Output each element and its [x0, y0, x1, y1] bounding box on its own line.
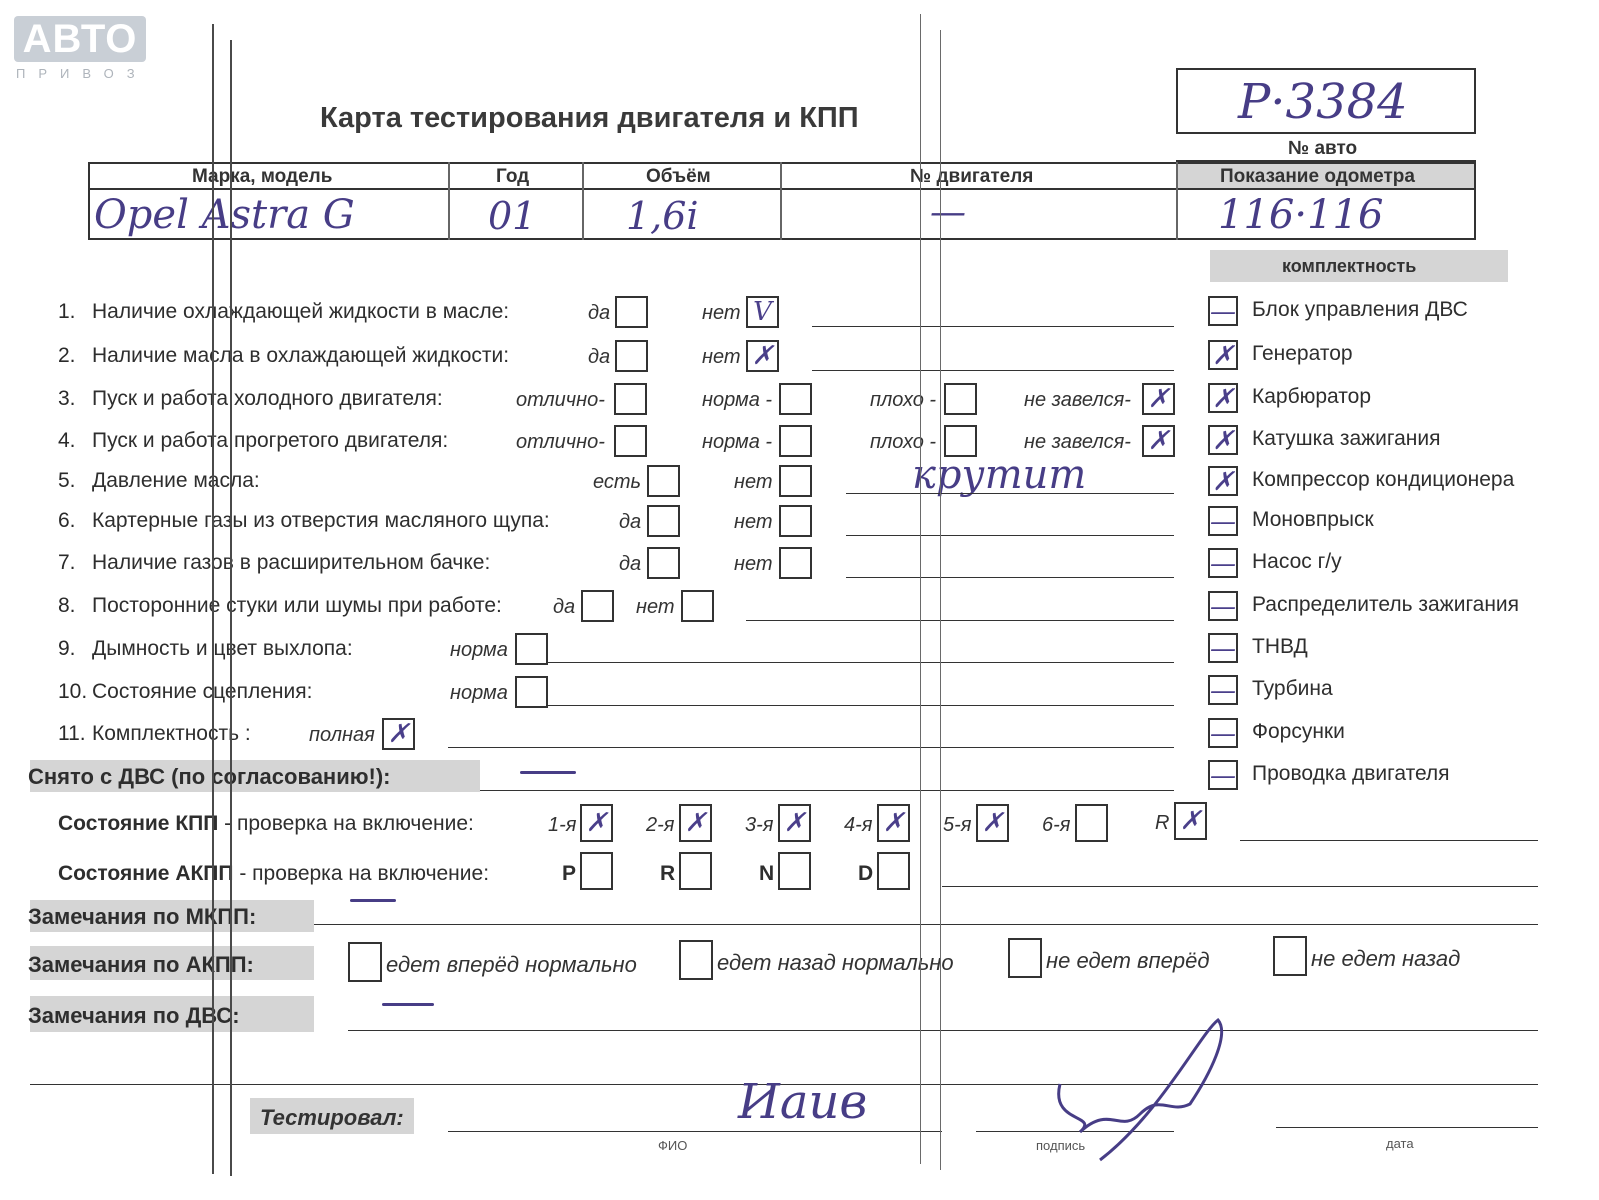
akpp-remark-box[interactable]	[679, 940, 713, 980]
kit-item[interactable]	[1208, 506, 1238, 536]
check-mark: ✗	[387, 719, 410, 749]
kit-item-label: Распределитель зажигания	[1252, 593, 1520, 616]
akpp-mode-label: N	[759, 862, 775, 885]
col-model: Марка, модель	[192, 166, 333, 187]
opt-label: да	[588, 302, 611, 324]
check-box[interactable]	[515, 633, 548, 665]
tested-label: Тестировал:	[260, 1105, 404, 1130]
akpp-mode-box[interactable]	[580, 852, 613, 890]
kit-mark: ✗	[1212, 341, 1234, 371]
opt-label: норма -	[702, 389, 773, 411]
row-number: 8.	[58, 594, 76, 617]
kit-item-label: ТНВД	[1252, 635, 1308, 658]
akpp-label: Состояние АКПП - проверка на включение:	[58, 862, 490, 885]
check-label: Комплектность :	[92, 722, 251, 745]
opt-label: отлично-	[516, 389, 605, 411]
akpp-remark-box[interactable]	[1008, 938, 1042, 978]
kit-mark: ✗	[1212, 384, 1234, 414]
check-box[interactable]	[515, 676, 548, 708]
check-label: Наличие охлаждающей жидкости в масле:	[92, 300, 510, 323]
opt-label: норма -	[702, 431, 773, 453]
dvs-label: Замечания по ДВС:	[28, 1003, 240, 1028]
check-label: Посторонние стуки или шумы при работе:	[92, 594, 502, 617]
kit-item[interactable]	[1208, 466, 1238, 496]
opt-label: плохо -	[870, 431, 937, 453]
auto-number-label: № авто	[1288, 138, 1358, 159]
akpp-mode-box[interactable]	[877, 852, 910, 890]
kit-item[interactable]	[1208, 675, 1238, 705]
volume-value: 1,6i	[626, 194, 699, 238]
opt-label: да	[619, 553, 642, 575]
akpp-mode-box[interactable]	[679, 852, 712, 890]
kit-mark: —	[1210, 719, 1236, 749]
gear-mark: ✗	[585, 808, 608, 838]
opt-label: нет	[734, 471, 773, 493]
check-box[interactable]	[615, 296, 648, 328]
check-box[interactable]	[746, 340, 779, 372]
akpp-remark-label: едет назад нормально	[717, 950, 954, 975]
akpp-remark-label: едет вперёд нормально	[386, 952, 637, 977]
akpp-remark-label: не едет назад	[1311, 946, 1461, 971]
oil-pressure-note: крутит	[912, 452, 1087, 498]
col-engine-no: № двигателя	[910, 166, 1034, 187]
kit-mark: —	[1210, 634, 1236, 664]
akpp-remark-label: не едет вперёд	[1046, 948, 1210, 973]
gear-mark: ✗	[684, 808, 707, 838]
row-number: 7.	[58, 551, 76, 574]
scan-line	[230, 40, 232, 1176]
kit-item-label: Моновпрыск	[1252, 508, 1374, 531]
akpp-remark-box[interactable]	[348, 942, 382, 982]
row-number: 9.	[58, 637, 76, 660]
year-value: 01	[488, 194, 537, 238]
kit-item-label: Катушка зажигания	[1252, 427, 1441, 450]
check-box[interactable]	[681, 590, 714, 622]
kit-item[interactable]	[1208, 633, 1238, 663]
opt-label: нет	[734, 553, 773, 575]
removed-value	[520, 771, 576, 774]
check-label: Наличие масла в охлаждающей жидкости:	[92, 344, 510, 367]
row-number: 10.	[58, 680, 88, 703]
gear-mark: ✗	[882, 808, 905, 838]
check-box[interactable]	[647, 465, 680, 497]
row-number: 1.	[58, 300, 76, 323]
check-box[interactable]	[382, 718, 415, 750]
kit-item[interactable]	[1208, 425, 1238, 455]
check-label: Наличие газов в расширительном бачке:	[92, 551, 491, 574]
kpp-label: Состояние КПП - проверка на включение:	[58, 812, 474, 835]
check-box[interactable]	[614, 425, 647, 457]
row-number: 6.	[58, 509, 76, 532]
gear-mark: ✗	[1179, 806, 1202, 836]
opt-label: отлично-	[516, 431, 605, 453]
check-box[interactable]	[779, 505, 812, 537]
check-label: Дымность и цвет выхлопа:	[92, 637, 353, 660]
check-box[interactable]	[647, 505, 680, 537]
kit-mark: ✗	[1212, 426, 1234, 456]
akpp-mode-label: P	[562, 862, 577, 885]
kit-title: комплектность	[1282, 256, 1417, 276]
gear-label: R	[1155, 812, 1170, 834]
row-number: 11.	[58, 722, 86, 745]
check-box[interactable]	[581, 590, 614, 622]
page-title: Карта тестирования двигателя и КПП	[320, 102, 859, 134]
sign-label: подпись	[1036, 1138, 1086, 1153]
kit-mark: ✗	[1212, 467, 1234, 497]
check-box[interactable]	[615, 340, 648, 372]
removed-label: Снято с ДВС (по согласованию!):	[28, 764, 391, 789]
mkpp-label: Замечания по МКПП:	[28, 904, 257, 929]
check-mark: ✗	[751, 341, 774, 371]
opt-label: не завелся-	[1024, 431, 1131, 453]
gear-label: 4-я	[844, 814, 873, 836]
col-odometer: Показание одометра	[1220, 166, 1415, 187]
check-box[interactable]	[944, 383, 977, 415]
opt-label: да	[619, 511, 642, 533]
kit-mark: —	[1210, 297, 1236, 327]
gear-label: 6-я	[1042, 814, 1071, 836]
gear-box[interactable]	[679, 804, 712, 842]
check-box[interactable]	[614, 383, 647, 415]
kit-mark: —	[1210, 676, 1236, 706]
opt-label: да	[588, 346, 611, 368]
kit-item-label: Компрессор кондиционера	[1252, 468, 1515, 491]
mkpp-value	[350, 899, 396, 902]
akpp-remark-box[interactable]	[1273, 936, 1307, 976]
dvs-value	[382, 1003, 434, 1006]
row-number: 4.	[58, 429, 76, 452]
gear-box[interactable]	[1075, 804, 1108, 842]
kit-item[interactable]	[1208, 718, 1238, 748]
kit-item[interactable]	[1208, 591, 1238, 621]
kit-item-label: Блок управления ДВС	[1252, 298, 1468, 321]
kit-item-label: Карбюратор	[1252, 385, 1372, 408]
logo-subtitle: ПРИВОЗ	[16, 66, 148, 81]
kit-item[interactable]	[1208, 340, 1238, 370]
date-label: дата	[1386, 1136, 1414, 1151]
check-box[interactable]	[779, 425, 812, 457]
kit-item[interactable]	[1208, 383, 1238, 413]
check-box[interactable]	[779, 465, 812, 497]
gear-box[interactable]	[580, 804, 613, 842]
col-volume: Объём	[646, 166, 711, 187]
check-mark: ✗	[1147, 384, 1170, 414]
gear-box[interactable]	[976, 804, 1009, 842]
fio-label: ФИО	[658, 1138, 688, 1153]
gear-mark: ✗	[981, 808, 1004, 838]
gear-label: 5-я	[943, 814, 972, 836]
opt-label: нет	[636, 596, 675, 618]
row-number: 5.	[58, 469, 76, 492]
gear-box[interactable]	[778, 804, 811, 842]
check-box[interactable]	[779, 547, 812, 579]
model-value: Opel Astra G	[94, 192, 355, 238]
opt-label: нет	[734, 511, 773, 533]
akpp-mode-label: R	[660, 862, 676, 885]
gear-box[interactable]	[877, 804, 910, 842]
check-label: Давление масла:	[92, 469, 260, 492]
opt-label: норма	[450, 682, 508, 704]
tester-name: Иаив	[738, 1074, 868, 1130]
gear-label: 1-я	[548, 814, 577, 836]
scan-line	[920, 14, 921, 1164]
opt-label: не завелся-	[1024, 389, 1131, 411]
gear-box[interactable]	[1174, 802, 1207, 840]
row-number: 3.	[58, 387, 76, 410]
akpp-mode-box[interactable]	[778, 852, 811, 890]
row-number: 2.	[58, 344, 76, 367]
akpp-mode-label: D	[858, 862, 874, 885]
col-year: Год	[496, 166, 530, 187]
opt-label: плохо -	[870, 389, 937, 411]
kit-item-label: Форсунки	[1252, 720, 1345, 743]
kit-item[interactable]	[1208, 548, 1238, 578]
auto-number-box	[1176, 68, 1476, 134]
kit-item[interactable]	[1208, 760, 1238, 790]
opt-label: полная	[309, 724, 375, 746]
check-label: Состояние сцепления:	[92, 680, 313, 703]
opt-label: нет	[702, 302, 741, 324]
scan-line	[940, 30, 941, 1170]
check-mark: ✗	[1147, 426, 1170, 456]
kit-mark: —	[1210, 592, 1236, 622]
kit-item-label: Генератор	[1252, 342, 1353, 365]
kit-item-label: Насос г/у	[1252, 550, 1342, 573]
kit-item[interactable]	[1208, 296, 1238, 326]
check-box[interactable]	[647, 547, 680, 579]
opt-label: да	[553, 596, 576, 618]
kit-mark: —	[1210, 507, 1236, 537]
opt-label: нет	[702, 346, 741, 368]
gear-label: 2-я	[646, 814, 675, 836]
gear-label: 3-я	[745, 814, 774, 836]
opt-label: норма	[450, 639, 508, 661]
signature	[1040, 1014, 1240, 1164]
check-label: Пуск и работа прогретого двигателя:	[92, 429, 449, 452]
gear-mark: ✗	[783, 808, 806, 838]
kit-item-label: Проводка двигателя	[1252, 762, 1450, 785]
check-box[interactable]	[1142, 383, 1175, 415]
opt-label: есть	[593, 471, 642, 493]
check-mark: V	[753, 297, 772, 327]
check-box[interactable]	[746, 296, 779, 328]
kit-item-label: Турбина	[1252, 677, 1333, 700]
check-label: Пуск и работа холодного двигателя:	[92, 387, 443, 410]
auto-number-value: P·3384	[1238, 74, 1408, 130]
check-label: Картерные газы из отверстия масляного щупа:	[92, 509, 550, 532]
odometer-value: 116·116	[1218, 192, 1384, 238]
engine-no-value: —	[930, 192, 966, 233]
kit-mark: —	[1210, 761, 1236, 791]
check-box[interactable]	[779, 383, 812, 415]
check-box[interactable]	[1142, 425, 1175, 457]
logo: АВТО	[14, 16, 146, 62]
scan-line	[212, 24, 214, 1174]
akpp-remarks-label: Замечания по АКПП:	[28, 952, 254, 977]
kit-mark: —	[1210, 549, 1236, 579]
